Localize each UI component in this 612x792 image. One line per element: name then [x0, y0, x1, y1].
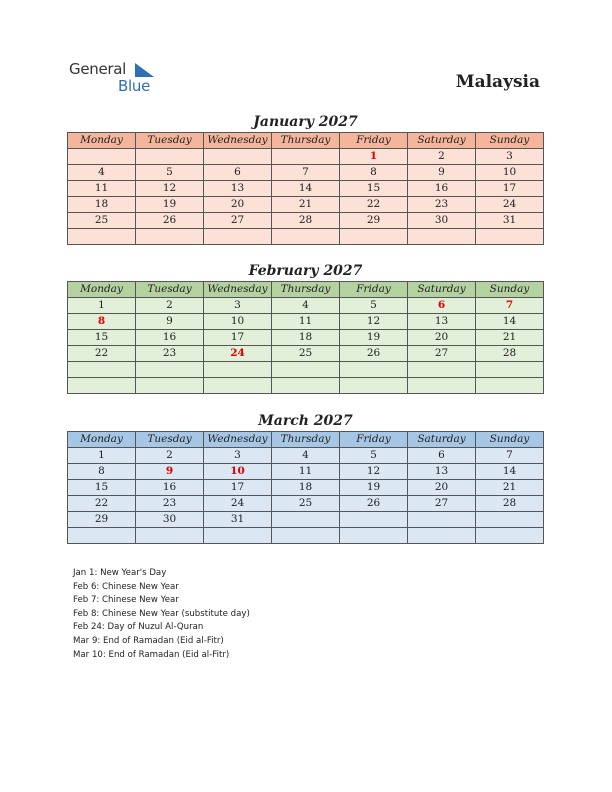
empty-day-cell: [476, 229, 544, 245]
day-cell: 28: [476, 346, 544, 362]
weekday-header-row: [68, 432, 544, 448]
month-title: January 2027: [253, 114, 358, 130]
day-cell: 14: [476, 464, 544, 480]
week-row: [68, 149, 544, 165]
day-cell: 22: [340, 197, 408, 213]
logo-flag-icon: [135, 63, 154, 77]
day-cell: 30: [408, 213, 476, 229]
day-cell: 27: [408, 496, 476, 512]
day-cell: 19: [340, 330, 408, 346]
empty-day-cell: [272, 362, 340, 378]
day-cell: 16: [408, 181, 476, 197]
weekday-header: Wednesday: [204, 282, 272, 298]
day-cell: 2: [408, 149, 476, 165]
day-cell: 19: [136, 197, 204, 213]
weekday-header: Thursday: [272, 432, 340, 448]
day-cell: 17: [204, 330, 272, 346]
week-row: [68, 213, 544, 229]
day-cell: 4: [68, 165, 136, 181]
holiday-note: Feb 7: Chinese New Year: [73, 595, 179, 606]
holiday-note: Feb 24: Day of Nuzul Al-Quran: [73, 622, 204, 633]
day-cell: 20: [408, 330, 476, 346]
week-row: [68, 165, 544, 181]
empty-day-cell: [136, 229, 204, 245]
empty-day-cell: [408, 512, 476, 528]
empty-day-cell: [340, 512, 408, 528]
day-cell: 26: [340, 346, 408, 362]
week-row: [68, 197, 544, 213]
day-cell: 2: [136, 448, 204, 464]
day-cell: 7: [476, 298, 544, 314]
calendar-table: [67, 281, 544, 394]
weekday-header: Tuesday: [136, 432, 204, 448]
week-row: [68, 181, 544, 197]
weekday-header: Friday: [340, 133, 408, 149]
day-cell: 1: [340, 149, 408, 165]
empty-day-cell: [476, 528, 544, 544]
empty-day-cell: [272, 149, 340, 165]
week-row: [68, 229, 544, 245]
day-cell: 3: [204, 298, 272, 314]
week-row: [68, 448, 544, 464]
week-row: [68, 464, 544, 480]
day-cell: 2: [136, 298, 204, 314]
month-title: March 2027: [258, 413, 353, 429]
empty-day-cell: [136, 149, 204, 165]
day-cell: 4: [272, 448, 340, 464]
weekday-header: Thursday: [272, 133, 340, 149]
day-cell: 8: [340, 165, 408, 181]
empty-day-cell: [476, 378, 544, 394]
empty-day-cell: [204, 229, 272, 245]
day-cell: 6: [408, 448, 476, 464]
weekday-header: Saturday: [408, 133, 476, 149]
holiday-note: Feb 6: Chinese New Year: [73, 581, 179, 592]
week-row: [68, 346, 544, 362]
day-cell: 1: [68, 448, 136, 464]
day-cell: 18: [272, 480, 340, 496]
day-cell: 18: [68, 197, 136, 213]
holiday-note: Mar 10: End of Ramadan (Eid al-Fitr): [73, 649, 230, 660]
day-cell: 11: [272, 314, 340, 330]
week-row: [68, 362, 544, 378]
day-cell: 11: [68, 181, 136, 197]
day-cell: 24: [204, 346, 272, 362]
day-cell: 28: [272, 213, 340, 229]
day-cell: 10: [476, 165, 544, 181]
empty-day-cell: [204, 378, 272, 394]
day-cell: 16: [136, 480, 204, 496]
weekday-header: Monday: [68, 133, 136, 149]
empty-day-cell: [272, 229, 340, 245]
day-cell: 3: [476, 149, 544, 165]
day-cell: 12: [136, 181, 204, 197]
day-cell: 24: [476, 197, 544, 213]
day-cell: 14: [476, 314, 544, 330]
empty-day-cell: [272, 528, 340, 544]
empty-day-cell: [272, 512, 340, 528]
day-cell: 26: [136, 213, 204, 229]
logo: [69, 60, 169, 96]
empty-day-cell: [68, 229, 136, 245]
day-cell: 23: [408, 197, 476, 213]
empty-day-cell: [136, 362, 204, 378]
weekday-header: Thursday: [272, 282, 340, 298]
day-cell: 14: [272, 181, 340, 197]
empty-day-cell: [340, 378, 408, 394]
empty-day-cell: [408, 528, 476, 544]
empty-day-cell: [68, 378, 136, 394]
day-cell: 9: [136, 464, 204, 480]
weekday-header: Monday: [68, 282, 136, 298]
empty-day-cell: [272, 378, 340, 394]
empty-day-cell: [340, 528, 408, 544]
weekday-header: Monday: [68, 432, 136, 448]
weekday-header: Friday: [340, 432, 408, 448]
holiday-note: Feb 8: Chinese New Year (substitute day): [73, 608, 250, 619]
weekday-header-row: [68, 282, 544, 298]
day-cell: 30: [136, 512, 204, 528]
empty-day-cell: [136, 528, 204, 544]
day-cell: 8: [68, 464, 136, 480]
month-january: [67, 112, 544, 245]
day-cell: 22: [68, 496, 136, 512]
weekday-header: Saturday: [408, 432, 476, 448]
empty-day-cell: [408, 378, 476, 394]
day-cell: 17: [204, 480, 272, 496]
empty-day-cell: [68, 362, 136, 378]
week-row: [68, 314, 544, 330]
day-cell: 3: [204, 448, 272, 464]
week-row: [68, 496, 544, 512]
day-cell: 6: [408, 298, 476, 314]
empty-day-cell: [340, 229, 408, 245]
day-cell: 5: [136, 165, 204, 181]
weekday-header-row: [68, 133, 544, 149]
week-row: [68, 298, 544, 314]
day-cell: 13: [204, 181, 272, 197]
day-cell: 5: [340, 298, 408, 314]
empty-day-cell: [340, 362, 408, 378]
empty-day-cell: [408, 229, 476, 245]
day-cell: 12: [340, 464, 408, 480]
weekday-header: Saturday: [408, 282, 476, 298]
day-cell: 8: [68, 314, 136, 330]
empty-day-cell: [136, 378, 204, 394]
week-row: [68, 528, 544, 544]
day-cell: 21: [476, 480, 544, 496]
country-title: Malaysia: [455, 72, 540, 92]
day-cell: 25: [68, 213, 136, 229]
day-cell: 9: [408, 165, 476, 181]
empty-day-cell: [476, 512, 544, 528]
day-cell: 26: [340, 496, 408, 512]
day-cell: 21: [272, 197, 340, 213]
holiday-note: Mar 9: End of Ramadan (Eid al-Fitr): [73, 635, 224, 646]
day-cell: 29: [340, 213, 408, 229]
day-cell: 22: [68, 346, 136, 362]
day-cell: 11: [272, 464, 340, 480]
week-row: [68, 378, 544, 394]
day-cell: 13: [408, 314, 476, 330]
weekday-header: Wednesday: [204, 432, 272, 448]
day-cell: 19: [340, 480, 408, 496]
calendar-table: [67, 132, 544, 245]
day-cell: 16: [136, 330, 204, 346]
day-cell: 10: [204, 314, 272, 330]
empty-day-cell: [204, 528, 272, 544]
day-cell: 20: [408, 480, 476, 496]
weekday-header: Sunday: [476, 133, 544, 149]
week-row: [68, 512, 544, 528]
day-cell: 1: [68, 298, 136, 314]
calendar-table: [67, 431, 544, 544]
day-cell: 15: [340, 181, 408, 197]
logo-blue-text: Blue: [118, 77, 150, 95]
day-cell: 21: [476, 330, 544, 346]
weekday-header: Sunday: [476, 432, 544, 448]
day-cell: 25: [272, 496, 340, 512]
weekday-header: Tuesday: [136, 133, 204, 149]
day-cell: 23: [136, 346, 204, 362]
day-cell: 25: [272, 346, 340, 362]
weekday-header: Tuesday: [136, 282, 204, 298]
day-cell: 29: [68, 512, 136, 528]
holiday-note: Jan 1: New Year's Day: [73, 568, 167, 578]
month-title: February 2027: [248, 263, 363, 279]
day-cell: 5: [340, 448, 408, 464]
week-row: [68, 480, 544, 496]
day-cell: 24: [204, 496, 272, 512]
day-cell: 31: [476, 213, 544, 229]
weekday-header: Friday: [340, 282, 408, 298]
day-cell: 18: [272, 330, 340, 346]
day-cell: 13: [408, 464, 476, 480]
month-february: [67, 261, 544, 394]
holiday-notes: [73, 567, 250, 662]
day-cell: 27: [204, 213, 272, 229]
day-cell: 28: [476, 496, 544, 512]
weekday-header: Sunday: [476, 282, 544, 298]
day-cell: 10: [204, 464, 272, 480]
day-cell: 17: [476, 181, 544, 197]
month-march: [67, 411, 544, 544]
day-cell: 6: [204, 165, 272, 181]
day-cell: 7: [476, 448, 544, 464]
day-cell: 15: [68, 330, 136, 346]
day-cell: 31: [204, 512, 272, 528]
week-row: [68, 330, 544, 346]
day-cell: 15: [68, 480, 136, 496]
day-cell: 27: [408, 346, 476, 362]
weekday-header: Wednesday: [204, 133, 272, 149]
day-cell: 7: [272, 165, 340, 181]
empty-day-cell: [204, 362, 272, 378]
day-cell: 20: [204, 197, 272, 213]
day-cell: 12: [340, 314, 408, 330]
empty-day-cell: [68, 149, 136, 165]
logo-general-text: General: [69, 60, 127, 78]
empty-day-cell: [204, 149, 272, 165]
day-cell: 23: [136, 496, 204, 512]
day-cell: 9: [136, 314, 204, 330]
empty-day-cell: [408, 362, 476, 378]
empty-day-cell: [68, 528, 136, 544]
empty-day-cell: [476, 362, 544, 378]
day-cell: 4: [272, 298, 340, 314]
